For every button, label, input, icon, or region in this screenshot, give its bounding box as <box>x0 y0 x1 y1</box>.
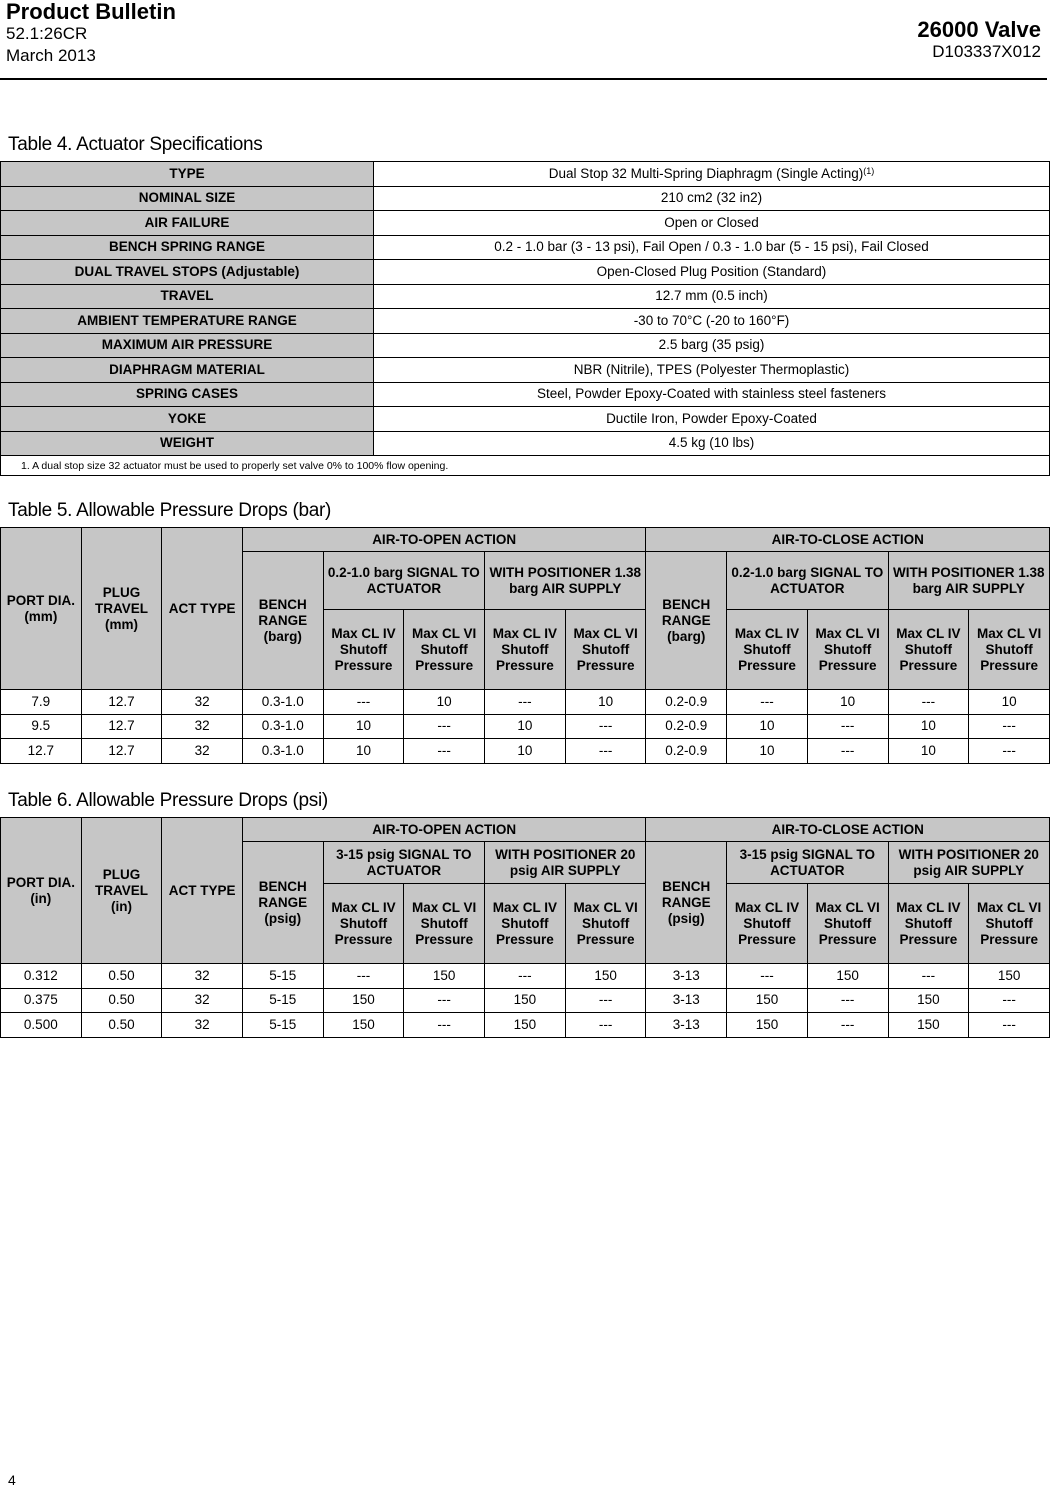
spec-value-text: 2.5 barg (35 psig) <box>658 337 765 353</box>
table-cell: --- <box>565 739 646 764</box>
pressure-drop-psi-table <box>0 817 1050 1038</box>
spec-row <box>1 431 1050 456</box>
page-number: 4 <box>8 1472 16 1488</box>
table-cell: 150 <box>485 1013 566 1038</box>
plug-travel-header: PLUG TRAVEL (mm) <box>81 528 162 690</box>
table-cell: 3-13 <box>646 964 727 989</box>
positioner-header: WITH POSITIONER 20 psig AIR SUPPLY <box>485 842 646 884</box>
spec-value-text: 4.5 kg (10 lbs) <box>668 435 755 451</box>
table-cell: 10 <box>323 714 404 739</box>
spec-row <box>1 235 1050 260</box>
spec-label: SPRING CASES <box>1 382 374 407</box>
table-cell: --- <box>727 690 808 715</box>
table-cell: 12.7 <box>1 739 82 764</box>
table-cell: 10 <box>969 690 1050 715</box>
max-cl-vi-header: Max CL VI Shutoff Pressure <box>969 610 1050 690</box>
spec-value <box>374 284 1050 309</box>
spec-row <box>1 162 1050 187</box>
footnote-row <box>1 456 1050 476</box>
spec-label: NOMINAL SIZE <box>1 186 374 211</box>
spec-value-text: -30 to 70°C (-20 to 160°F) <box>633 312 790 328</box>
actuator-spec-table <box>0 161 1050 476</box>
bench-range-header: BENCH RANGE (psig) <box>242 842 323 964</box>
spec-row <box>1 407 1050 432</box>
table-row <box>1 988 1050 1013</box>
spec-value-text: Open or Closed <box>664 214 759 230</box>
product-name: 26000 Valve <box>917 17 1041 42</box>
table-cell: 0.50 <box>81 964 162 989</box>
max-cl-iv-header: Max CL IV Shutoff Pressure <box>727 610 808 690</box>
max-cl-vi-header: Max CL VI Shutoff Pressure <box>807 884 888 964</box>
table-cell: 0.3-1.0 <box>242 714 323 739</box>
table-cell: 10 <box>485 739 566 764</box>
table-cell: 10 <box>485 714 566 739</box>
table-cell: 32 <box>162 988 243 1013</box>
table-cell: 0.50 <box>81 1013 162 1038</box>
table-cell: 5-15 <box>242 988 323 1013</box>
table-cell: --- <box>888 690 969 715</box>
table-cell: 12.7 <box>81 690 162 715</box>
max-cl-vi-header: Max CL VI Shutoff Pressure <box>565 884 646 964</box>
table-cell: 150 <box>404 964 485 989</box>
air-to-open-header: AIR-TO-OPEN ACTION <box>242 818 645 842</box>
bench-range-header: BENCH RANGE (barg) <box>242 552 323 690</box>
spec-row <box>1 211 1050 236</box>
table-cell: --- <box>565 988 646 1013</box>
spec-value-text: NBR (Nitrile), TPES (Polyester Thermoplastic) <box>573 361 850 377</box>
table-cell: 150 <box>485 988 566 1013</box>
plug-travel-header: PLUG TRAVEL (in) <box>81 818 162 964</box>
table-cell: 10 <box>888 739 969 764</box>
table-cell: --- <box>485 964 566 989</box>
spec-value <box>374 186 1050 211</box>
spec-label: WEIGHT <box>1 431 374 456</box>
act-type-header: ACT TYPE <box>162 818 243 964</box>
air-to-close-header: AIR-TO-CLOSE ACTION <box>646 818 1050 842</box>
spec-value <box>374 309 1050 334</box>
table-row <box>1 964 1050 989</box>
signal-header: 0.2-1.0 barg SIGNAL TO ACTUATOR <box>727 552 888 610</box>
spec-value-text: 12.7 mm (0.5 inch) <box>655 288 768 304</box>
table-cell: 32 <box>162 714 243 739</box>
table-cell: 32 <box>162 690 243 715</box>
table-cell: 150 <box>323 988 404 1013</box>
spec-row <box>1 284 1050 309</box>
table-cell: 0.50 <box>81 988 162 1013</box>
table-cell: 0.3-1.0 <box>242 690 323 715</box>
table-cell: 0.2-0.9 <box>646 714 727 739</box>
table-cell: 0.375 <box>1 988 82 1013</box>
spec-value <box>374 260 1050 285</box>
spec-label: TYPE <box>1 162 374 187</box>
table-cell: --- <box>807 988 888 1013</box>
table-cell: 12.7 <box>81 714 162 739</box>
table-cell: 0.312 <box>1 964 82 989</box>
table-cell: 10 <box>888 714 969 739</box>
table-cell: 150 <box>969 964 1050 989</box>
table-cell: --- <box>565 714 646 739</box>
spec-value <box>374 211 1050 236</box>
positioner-header: WITH POSITIONER 20 psig AIR SUPPLY <box>888 842 1049 884</box>
spec-row <box>1 382 1050 407</box>
spec-value <box>374 358 1050 383</box>
spec-label: MAXIMUM AIR PRESSURE <box>1 333 374 358</box>
table-cell: --- <box>969 714 1050 739</box>
table-cell: 10 <box>727 714 808 739</box>
table-cell: --- <box>404 739 485 764</box>
pressure-drop-bar-table <box>0 527 1050 764</box>
spec-value <box>374 382 1050 407</box>
table-cell: 12.7 <box>81 739 162 764</box>
table-row <box>1 1013 1050 1038</box>
max-cl-iv-header: Max CL IV Shutoff Pressure <box>323 884 404 964</box>
max-cl-iv-header: Max CL IV Shutoff Pressure <box>323 610 404 690</box>
spec-value-text: Ductile Iron, Powder Epoxy-Coated <box>606 410 817 426</box>
max-cl-vi-header: Max CL VI Shutoff Pressure <box>807 610 888 690</box>
spec-value-text: Steel, Powder Epoxy-Coated with stainless steel fasteners <box>537 386 886 402</box>
spec-value-text: Dual Stop 32 Multi-Spring Diaphragm (Single Acting) <box>548 165 864 181</box>
table-cell: 3-13 <box>646 988 727 1013</box>
max-cl-iv-header: Max CL IV Shutoff Pressure <box>888 884 969 964</box>
table-cell: --- <box>323 690 404 715</box>
max-cl-vi-header: Max CL VI Shutoff Pressure <box>404 610 485 690</box>
spec-value <box>374 431 1050 456</box>
spec-row <box>1 358 1050 383</box>
table-cell: --- <box>807 714 888 739</box>
bulletin-date: March 2013 <box>6 46 96 65</box>
table-cell: 5-15 <box>242 1013 323 1038</box>
table-cell: 0.3-1.0 <box>242 739 323 764</box>
port-dia-header: PORT DIA. (in) <box>1 818 82 964</box>
spec-value-text: Open-Closed Plug Position (Standard) <box>596 263 827 279</box>
header-left <box>6 0 176 67</box>
table-cell: --- <box>969 739 1050 764</box>
max-cl-vi-header: Max CL VI Shutoff Pressure <box>404 884 485 964</box>
spec-label: YOKE <box>1 407 374 432</box>
table-row <box>1 714 1050 739</box>
table4-footnote: 1. A dual stop size 32 actuator must be used to properly set valve 0% to 100% flow opening. <box>1 456 1050 476</box>
table-cell: --- <box>807 739 888 764</box>
table-cell: 0.500 <box>1 1013 82 1038</box>
table-cell: 150 <box>888 988 969 1013</box>
positioner-header: WITH POSITIONER 1.38 barg AIR SUPPLY <box>485 552 646 610</box>
positioner-header: WITH POSITIONER 1.38 barg AIR SUPPLY <box>888 552 1049 610</box>
spec-label: AIR FAILURE <box>1 211 374 236</box>
signal-header: 3-15 psig SIGNAL TO ACTUATOR <box>727 842 888 884</box>
table-cell: 150 <box>565 964 646 989</box>
table5-caption: Table 5. Allowable Pressure Drops (bar) <box>8 500 332 521</box>
max-cl-iv-header: Max CL IV Shutoff Pressure <box>485 884 566 964</box>
table-cell: 10 <box>323 739 404 764</box>
spec-row <box>1 186 1050 211</box>
table-cell: --- <box>485 690 566 715</box>
max-cl-vi-header: Max CL VI Shutoff Pressure <box>969 884 1050 964</box>
spec-label: BENCH SPRING RANGE <box>1 235 374 260</box>
spec-value <box>374 162 1050 187</box>
table-cell: 10 <box>727 739 808 764</box>
max-cl-iv-header: Max CL IV Shutoff Pressure <box>485 610 566 690</box>
spec-value <box>374 235 1050 260</box>
table-cell: --- <box>565 1013 646 1038</box>
table-cell: --- <box>969 988 1050 1013</box>
bench-range-header: BENCH RANGE (barg) <box>646 552 727 690</box>
table-cell: --- <box>404 714 485 739</box>
table-cell: 9.5 <box>1 714 82 739</box>
spec-label: AMBIENT TEMPERATURE RANGE <box>1 309 374 334</box>
table-cell: --- <box>404 1013 485 1038</box>
bulletin-code: 52.1:26CR <box>6 24 88 43</box>
document-number: D103337X012 <box>932 42 1041 61</box>
table6-caption: Table 6. Allowable Pressure Drops (psi) <box>8 790 328 811</box>
table-cell: --- <box>323 964 404 989</box>
air-to-close-header: AIR-TO-CLOSE ACTION <box>646 528 1050 552</box>
max-cl-vi-header: Max CL VI Shutoff Pressure <box>565 610 646 690</box>
spec-label: DIAPHRAGM MATERIAL <box>1 358 374 383</box>
spec-row <box>1 309 1050 334</box>
spec-value-text: 210 cm2 (32 in2) <box>660 190 763 206</box>
max-cl-iv-header: Max CL IV Shutoff Pressure <box>727 884 808 964</box>
table-cell: 7.9 <box>1 690 82 715</box>
table-cell: 32 <box>162 1013 243 1038</box>
table-row <box>1 739 1050 764</box>
table-cell: --- <box>807 1013 888 1038</box>
table-cell: 10 <box>404 690 485 715</box>
header-right <box>917 18 1041 63</box>
spec-value <box>374 333 1050 358</box>
max-cl-iv-header: Max CL IV Shutoff Pressure <box>888 610 969 690</box>
table-cell: --- <box>404 988 485 1013</box>
table-cell: 5-15 <box>242 964 323 989</box>
table-cell: 3-13 <box>646 1013 727 1038</box>
spec-row <box>1 260 1050 285</box>
table-cell: 150 <box>888 1013 969 1038</box>
table-row <box>1 690 1050 715</box>
bench-range-header: BENCH RANGE (psig) <box>646 842 727 964</box>
table-cell: 150 <box>727 1013 808 1038</box>
table-cell: --- <box>888 964 969 989</box>
act-type-header: ACT TYPE <box>162 528 243 690</box>
spec-row <box>1 333 1050 358</box>
table-cell: --- <box>727 964 808 989</box>
signal-header: 3-15 psig SIGNAL TO ACTUATOR <box>323 842 484 884</box>
bulletin-title: Product Bulletin <box>6 0 176 24</box>
table-cell: 150 <box>323 1013 404 1038</box>
table-cell: 150 <box>727 988 808 1013</box>
spec-label: TRAVEL <box>1 284 374 309</box>
header-divider <box>0 78 1047 80</box>
table-cell: 0.2-0.9 <box>646 739 727 764</box>
table-cell: 32 <box>162 739 243 764</box>
table4-caption: Table 4. Actuator Specifications <box>8 134 263 155</box>
spec-value-text: 0.2 - 1.0 bar (3 - 13 psi), Fail Open / 0.3 - 1.0 bar (5 - 15 psi), Fail Closed <box>494 239 929 255</box>
air-to-open-header: AIR-TO-OPEN ACTION <box>242 528 645 552</box>
spec-value <box>374 407 1050 432</box>
table-cell: 10 <box>807 690 888 715</box>
table-cell: 32 <box>162 964 243 989</box>
port-dia-header: PORT DIA. (mm) <box>1 528 82 690</box>
signal-header: 0.2-1.0 barg SIGNAL TO ACTUATOR <box>323 552 484 610</box>
table-cell: --- <box>969 1013 1050 1038</box>
spec-label: DUAL TRAVEL STOPS (Adjustable) <box>1 260 374 285</box>
table-cell: 10 <box>565 690 646 715</box>
table-cell: 0.2-0.9 <box>646 690 727 715</box>
footnote-ref: (1) <box>863 165 875 176</box>
table-cell: 150 <box>807 964 888 989</box>
